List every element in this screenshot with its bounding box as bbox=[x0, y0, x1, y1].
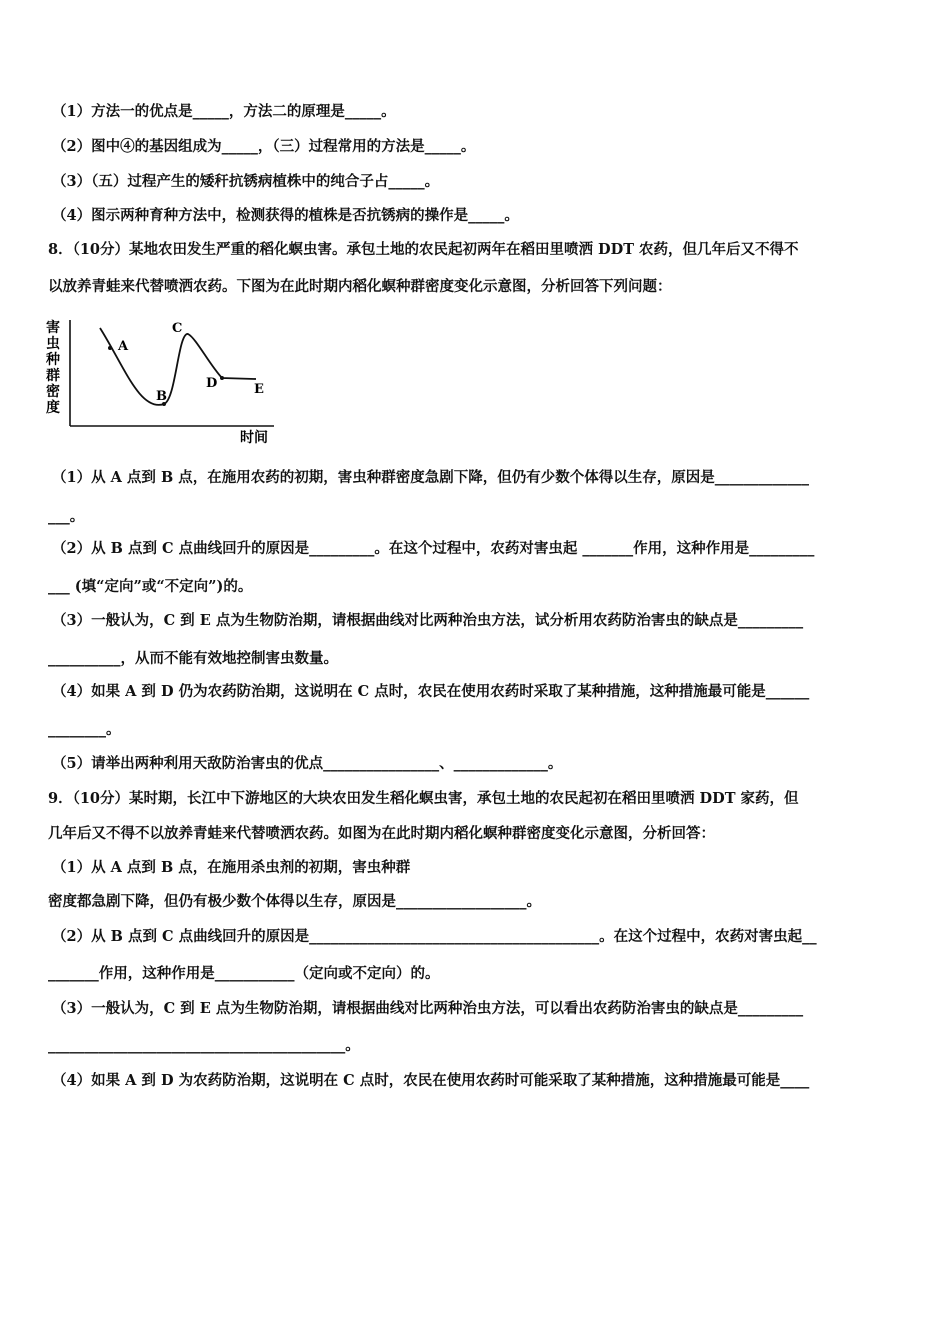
question-line: （4）如果 A 到 D 仍为农药防治期，这说明在 C 点时，农民在使用农药时采取了某种措施，这种措施最可能是______ bbox=[52, 683, 810, 700]
y-label-char-6: 度 bbox=[46, 400, 60, 416]
y-label-char-3: 种 bbox=[46, 352, 60, 368]
question-line: （3）一般认为，C 到 E 点为生物防治期，请根据曲线对比两种治虫方法，可以看出农药防治害虫的缺点是_________ bbox=[52, 1000, 804, 1017]
question-8-stem: 8．（10分）某地农田发生严重的稻化螟虫害。承包土地的农民起初两年在稻田里喷洒 DDT 农药，但几年后又不得不 bbox=[48, 241, 799, 258]
y-label-char-4: 群 bbox=[46, 368, 60, 384]
population-density-figure bbox=[44, 316, 284, 448]
question-line: ___。 bbox=[48, 508, 85, 525]
question-line: （4）图示两种育种方法中，检测获得的植株是否抗锈病的操作是_____。 bbox=[52, 207, 519, 224]
question-line: _______作用，这种作用是___________（定向或不定向）的。 bbox=[48, 965, 440, 982]
question-line: （2）图中④的基因组成为_____，（三）过程常用的方法是_____。 bbox=[52, 138, 476, 155]
label-d: D bbox=[206, 376, 218, 391]
x-axis-label: 时间 bbox=[240, 430, 268, 446]
question-9-stem: 几年后又不得不以放养青蛙来代替喷洒农药。如图为在此时期内稻化螟种群密度变化示意图，分析回答： bbox=[48, 825, 715, 842]
question-line: （2）从 B 点到 C 点曲线回升的原因是________________________________________。在这个过程中，农药对害虫起__ bbox=[52, 928, 817, 945]
label-a: A bbox=[118, 339, 129, 354]
y-label-char-1: 害 bbox=[46, 320, 60, 336]
point-d bbox=[220, 376, 224, 380]
question-line: _________________________________________。 bbox=[48, 1037, 360, 1054]
question-line: （2）从 B 点到 C 点曲线回升的原因是_________。在这个过程中，农药对害虫起 _______作用，这种作用是_________ bbox=[52, 540, 815, 557]
question-line: （1）从 A 点到 B 点，在施用农药的初期，害虫种群密度急剧下降，但仍有少数个体得以生存，原因是_____________ bbox=[52, 469, 810, 486]
question-line: __________，从而不能有效地控制害虫数量。 bbox=[48, 650, 338, 667]
question-line: ________。 bbox=[48, 721, 121, 738]
question-line: （4）如果 A 到 D 为农药防治期，这说明在 C 点时，农民在使用农药时可能采取了某种措施，这种措施最可能是____ bbox=[52, 1072, 810, 1089]
label-e: E bbox=[254, 382, 264, 397]
y-label-char-5: 密 bbox=[46, 384, 60, 400]
question-line: ___ (填“定向”或“不定向”)的。 bbox=[48, 578, 253, 595]
point-a bbox=[108, 346, 112, 350]
y-axis-label bbox=[45, 319, 60, 416]
question-9-stem: 9．（10分）某时期，长江中下游地区的大块农田发生稻化螟虫害，承包土地的农民起初在稻田里喷洒 DDT 家药，但 bbox=[48, 790, 799, 807]
question-line: （3）（五）过程产生的矮秆抗锈病植株中的纯合子占_____。 bbox=[52, 173, 440, 190]
question-line: （1）从 A 点到 B 点，在施用杀虫剂的初期，害虫种群 bbox=[52, 859, 411, 876]
question-line: （5）请举出两种利用天敌防治害虫的优点________________、_____________。 bbox=[52, 755, 563, 772]
question-8-stem: 以放养青蛙来代替喷洒农药。下图为在此时期内稻化螟种群密度变化示意图，分析回答下列问题： bbox=[48, 278, 672, 295]
label-b: B bbox=[156, 389, 167, 404]
y-label-char-2: 虫 bbox=[46, 336, 60, 352]
question-line: （3）一般认为，C 到 E 点为生物防治期，请根据曲线对比两种治虫方法，试分析用农药防治害虫的缺点是_________ bbox=[52, 612, 804, 629]
question-line: （1）方法一的优点是_____，方法二的原理是_____。 bbox=[52, 103, 396, 120]
label-c: C bbox=[172, 321, 183, 336]
question-line: 密度都急剧下降，但仍有极少数个体得以生存，原因是__________________。 bbox=[48, 893, 541, 910]
